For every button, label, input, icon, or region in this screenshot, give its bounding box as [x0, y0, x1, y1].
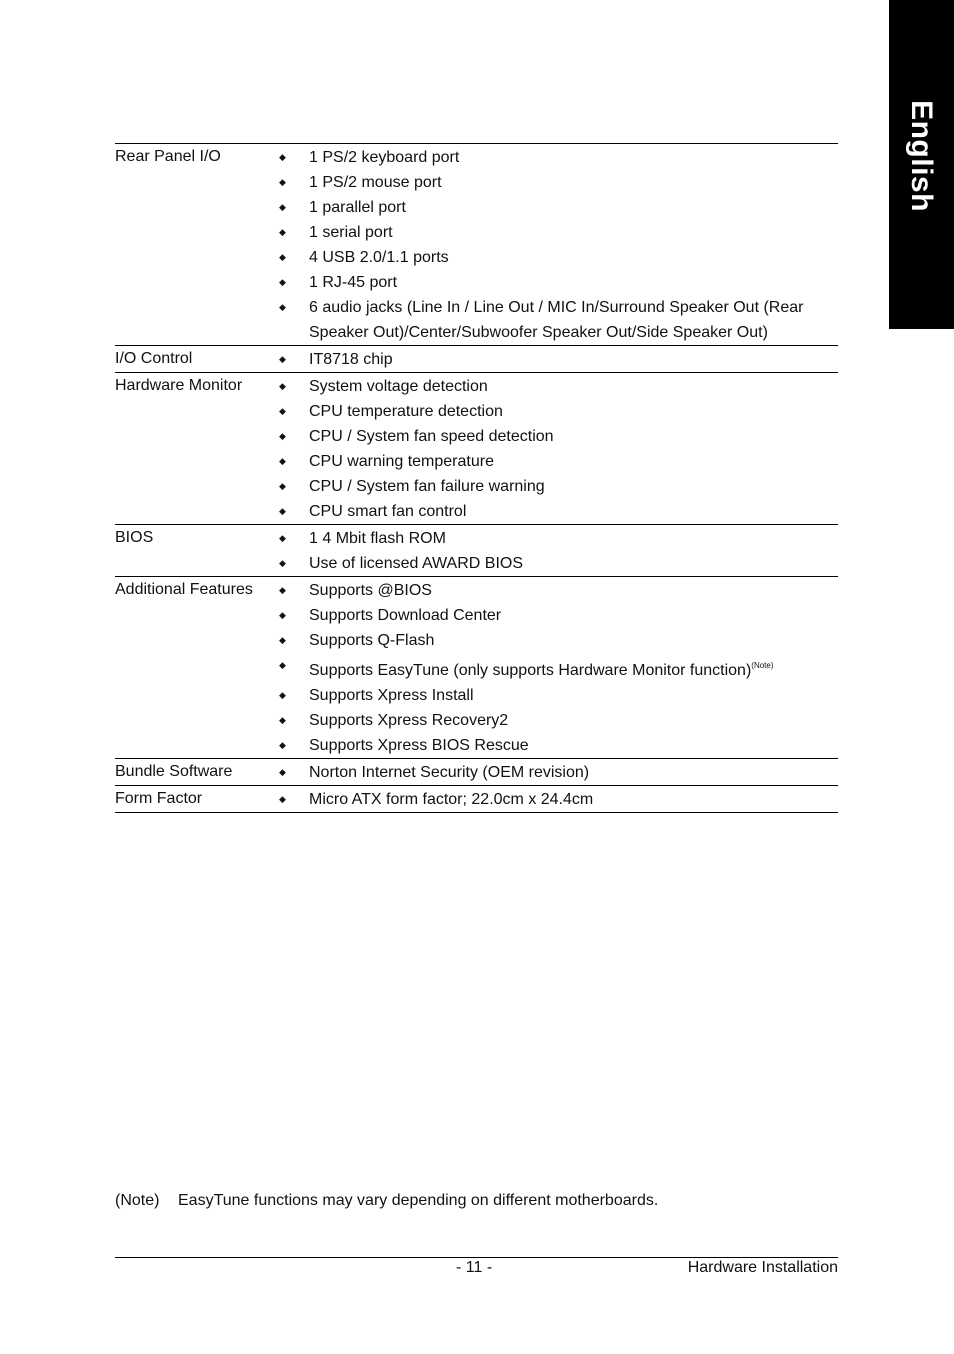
language-tab-label: English [905, 100, 938, 212]
diamond-bullet-icon: ◆ [279, 635, 286, 645]
spec-section-bundle-software [115, 758, 838, 785]
spec-item: ◆ Supports Xpress BIOS Rescue [275, 733, 838, 758]
diamond-bullet-icon: ◆ [279, 610, 286, 620]
diamond-bullet-icon: ◆ [279, 354, 286, 364]
diamond-bullet-icon: ◆ [279, 767, 286, 777]
footnote-label: (Note) [115, 1192, 160, 1209]
diamond-bullet-icon: ◆ [279, 481, 286, 491]
spec-item: ◆ Micro ATX form factor; 22.0cm x 24.4cm [275, 787, 838, 812]
spec-item: ◆ Use of licensed AWARD BIOS [275, 551, 838, 576]
spec-items [275, 526, 838, 576]
spec-items [275, 787, 838, 812]
spec-label: BIOS [115, 529, 154, 546]
diamond-bullet-icon: ◆ [279, 456, 286, 466]
spec-item: ◆ CPU smart fan control [275, 499, 838, 524]
spec-item: ◆ 1 parallel port [275, 195, 838, 220]
spec-table [115, 143, 838, 813]
spec-items [275, 760, 838, 785]
spec-item: ◆ 1 RJ-45 port [275, 270, 838, 295]
spec-item: ◆ Norton Internet Security (OEM revision) [275, 760, 838, 785]
diamond-bullet-icon: ◆ [279, 585, 286, 595]
diamond-bullet-icon: ◆ [279, 252, 286, 262]
spec-items [275, 347, 838, 372]
spec-item: ◆ 4 USB 2.0/1.1 ports [275, 245, 838, 270]
diamond-bullet-icon: ◆ [279, 177, 286, 187]
spec-section-form-factor [115, 785, 838, 812]
footnote-text: EasyTune functions may vary depending on different motherboards. [178, 1192, 659, 1209]
spec-items [275, 374, 838, 524]
spec-item: ◆ System voltage detection [275, 374, 838, 399]
spec-items [275, 578, 838, 758]
diamond-bullet-icon: ◆ [279, 690, 286, 700]
spec-item: ◆ Supports Download Center [275, 603, 838, 628]
page-number: - 11 - [456, 1259, 493, 1276]
diamond-bullet-icon: ◆ [279, 152, 286, 162]
note-reference: (Note) [751, 661, 774, 670]
spec-item: ◆ CPU temperature detection [275, 399, 838, 424]
diamond-bullet-icon: ◆ [279, 277, 286, 287]
spec-section-additional-features [115, 576, 838, 758]
spec-label: Form Factor [115, 790, 203, 807]
page-footer [115, 1257, 838, 1288]
spec-section-hardware-monitor [115, 372, 838, 524]
spec-item: ◆ CPU / System fan failure warning [275, 474, 838, 499]
spec-item-continuation: Speaker Out)/Center/Subwoofer Speaker Out/Side Speaker Out) [309, 324, 768, 341]
spec-item: ◆ Supports Xpress Install [275, 683, 838, 708]
spec-section-bios [115, 524, 838, 576]
spec-item: ◆ 1 PS/2 keyboard port [275, 145, 838, 170]
spec-label: Hardware Monitor [115, 377, 243, 394]
diamond-bullet-icon: ◆ [279, 202, 286, 212]
spec-item: ◆ Supports @BIOS [275, 578, 838, 603]
spec-item: ◆ Supports Xpress Recovery2 [275, 708, 838, 733]
diamond-bullet-icon: ◆ [279, 715, 286, 725]
diamond-bullet-icon: ◆ [279, 506, 286, 516]
diamond-bullet-icon: ◆ [279, 431, 286, 441]
diamond-bullet-icon: ◆ [279, 558, 286, 568]
spec-label: Additional Features [115, 581, 253, 598]
spec-section-rear-panel [115, 144, 838, 345]
spec-label: Rear Panel I/O [115, 148, 221, 165]
diamond-bullet-icon: ◆ [279, 740, 286, 750]
spec-label: I/O Control [115, 350, 193, 367]
diamond-bullet-icon: ◆ [279, 660, 286, 670]
diamond-bullet-icon: ◆ [279, 227, 286, 237]
diamond-bullet-icon: ◆ [279, 533, 286, 543]
diamond-bullet-icon: ◆ [279, 406, 286, 416]
diamond-bullet-icon: ◆ [279, 381, 286, 391]
footer-section-title: Hardware Installation [687, 1259, 838, 1276]
spec-item: ◆ CPU warning temperature [275, 449, 838, 474]
spec-item: ◆ CPU / System fan speed detection [275, 424, 838, 449]
spec-item: ◆ Supports EasyTune (only supports Hardware Monitor function)$^{(Note)}$ [275, 653, 838, 683]
spec-items [275, 145, 838, 345]
diamond-bullet-icon: ◆ [279, 302, 286, 312]
spec-item: ◆ 1 4 Mbit flash ROM [275, 526, 838, 551]
spec-item: ◆ 1 PS/2 mouse port [275, 170, 838, 195]
language-tab [889, 0, 954, 329]
spec-item: ◆ 1 serial port [275, 220, 838, 245]
spec-item: ◆ Supports Q-Flash [275, 628, 838, 653]
spec-label: Bundle Software [115, 763, 233, 780]
spec-section-io-control [115, 345, 838, 372]
footnote [115, 1189, 658, 1213]
spec-item: ◆ 6 audio jacks (Line In / Line Out / MIC In/Surround Speaker Out (Rear [275, 295, 838, 320]
diamond-bullet-icon: ◆ [279, 794, 286, 804]
spec-item: ◆ IT8718 chip [275, 347, 838, 372]
